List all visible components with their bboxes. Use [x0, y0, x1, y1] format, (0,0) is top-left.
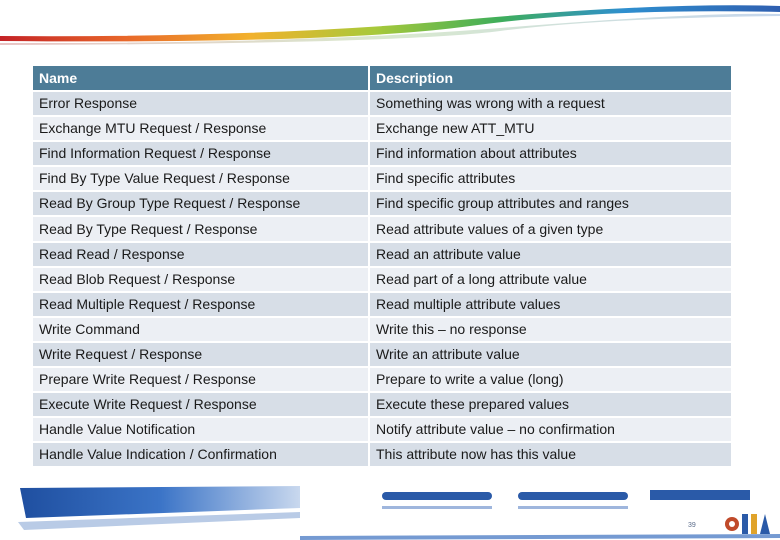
table-row: [32, 292, 732, 317]
operation-name-cell: Prepare Write Request / Response: [32, 367, 369, 392]
slide-number: 39: [688, 522, 696, 529]
operation-description-cell: Exchange new ATT_MTU: [369, 116, 732, 141]
operation-name-cell: Execute Write Request / Response: [32, 392, 369, 417]
table-row: [32, 91, 732, 116]
table-row: [32, 392, 732, 417]
operation-description-cell: Notify attribute value – no confirmation: [369, 417, 732, 442]
column-header-description: Description: [369, 65, 732, 91]
operation-description-cell: Find information about attributes: [369, 141, 732, 166]
table-row: [32, 166, 732, 191]
operation-description-cell: Execute these prepared values: [369, 392, 732, 417]
table-header-row: [32, 65, 732, 91]
operation-name-cell: Read Blob Request / Response: [32, 267, 369, 292]
operation-name-cell: Read Read / Response: [32, 242, 369, 267]
table-row: [32, 317, 732, 342]
table-row: [32, 417, 732, 442]
operation-name-cell: Find Information Request / Response: [32, 141, 369, 166]
operation-description-cell: This attribute now has this value: [369, 442, 732, 467]
operation-name-cell: Error Response: [32, 91, 369, 116]
operation-description-cell: Something was wrong with a request: [369, 91, 732, 116]
operation-name-cell: Handle Value Indication / Confirmation: [32, 442, 369, 467]
table-row: [32, 442, 732, 467]
operation-name-cell: Write Request / Response: [32, 342, 369, 367]
operation-description-cell: Read part of a long attribute value: [369, 267, 732, 292]
operation-description-cell: Write this – no response: [369, 317, 732, 342]
table-row: [32, 267, 732, 292]
table-row: [32, 191, 732, 216]
operation-description-cell: Find specific group attributes and ranges: [369, 191, 732, 216]
operation-name-cell: Write Command: [32, 317, 369, 342]
table-row: [32, 116, 732, 141]
table-row: [32, 242, 732, 267]
company-logo: [724, 508, 774, 538]
operation-name-cell: Read Multiple Request / Response: [32, 292, 369, 317]
operation-description-cell: Read an attribute value: [369, 242, 732, 267]
operation-name-cell: Read By Group Type Request / Response: [32, 191, 369, 216]
table-row: [32, 367, 732, 392]
blue-footer-band: [0, 478, 780, 540]
att-operations-table: [31, 64, 733, 468]
operation-description-cell: Read multiple attribute values: [369, 292, 732, 317]
column-header-name: Name: [32, 65, 369, 91]
operation-name-cell: Handle Value Notification: [32, 417, 369, 442]
table-row: [32, 141, 732, 166]
operation-name-cell: Find By Type Value Request / Response: [32, 166, 369, 191]
operation-description-cell: Prepare to write a value (long): [369, 367, 732, 392]
operation-name-cell: Exchange MTU Request / Response: [32, 116, 369, 141]
operation-description-cell: Write an attribute value: [369, 342, 732, 367]
operation-description-cell: Read attribute values of a given type: [369, 216, 732, 241]
operation-name-cell: Read By Type Request / Response: [32, 216, 369, 241]
operation-description-cell: Find specific attributes: [369, 166, 732, 191]
rainbow-header-stripe: [0, 0, 780, 50]
table-row: [32, 216, 732, 241]
table-row: [32, 342, 732, 367]
